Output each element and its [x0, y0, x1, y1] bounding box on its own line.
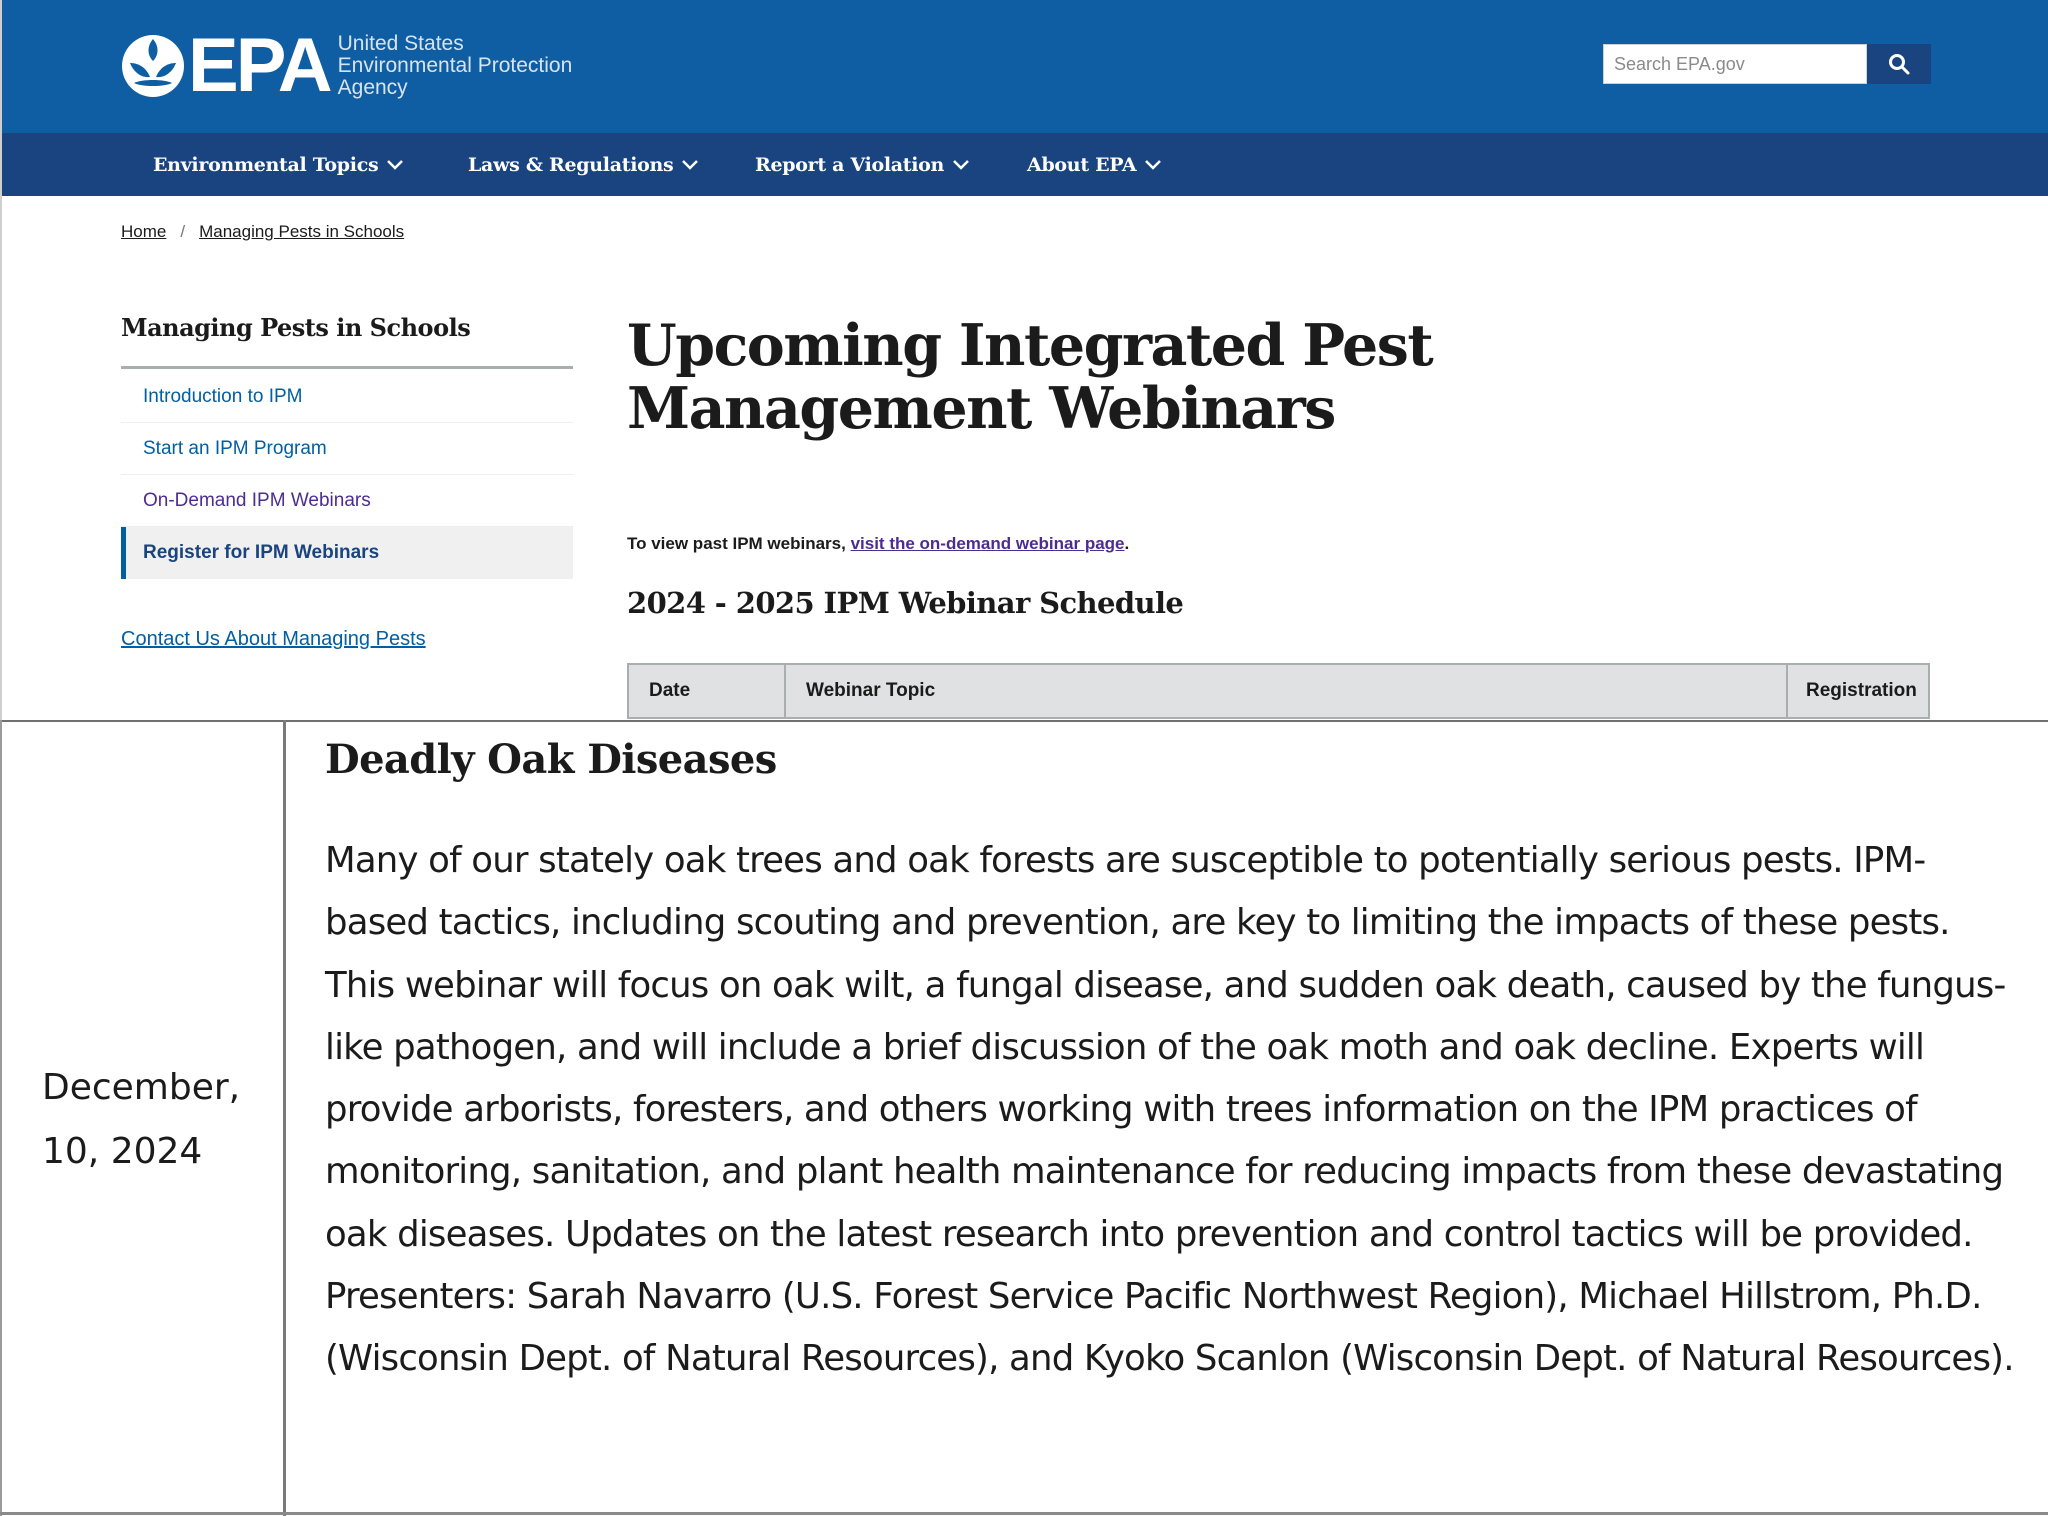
column-header-topic: Webinar Topic: [786, 665, 1788, 717]
sidebar-title: Managing Pests in Schools: [121, 313, 471, 342]
nav-about-epa[interactable]: [1027, 133, 1162, 196]
chevron-down-icon: [952, 159, 970, 171]
webinar-description: Many of our stately oak trees and oak forests are susceptible to potentially serious pests. IPM-based tactics, including scouting and prevention, are key to limiting the impacts of these pests. This webinar will focus on oak wilt, a fungal disease, and sudden oak death, caused by the fungus-like pathogen, and will include a brief discussion of the oak moth and oak decline. Experts will provide arborists, foresters, and others working with trees information on the IPM practices of monitoring, sanitation, and plant health maintenance for reducing impacts from these devastating oak diseases. Updates on the latest research into prevention and control tactics will be provided. Presenters: Sarah Navarro (U.S. Forest Service Pacific Northwest Region), Michael Hillstrom, Ph.D. (Wisconsin Dept. of Natural Resources), and Kyoko Scanlon (Wisconsin Dept. of Natural Resources).: [325, 840, 2014, 1380]
epa-logo[interactable]: [120, 22, 573, 108]
contact-link[interactable]: Contact Us About Managing Pests: [121, 628, 426, 650]
search-input[interactable]: [1603, 44, 1867, 84]
schedule-heading: 2024 - 2025 IPM Webinar Schedule: [627, 586, 1184, 620]
column-header-registration: Registration: [1806, 680, 1917, 701]
page-title: Upcoming Integrated Pest Management Webinars: [627, 312, 1433, 442]
row-column-divider: [283, 720, 286, 1516]
sidebar-item-on-demand[interactable]: On-Demand IPM Webinars: [121, 475, 573, 527]
chevron-down-icon: [386, 159, 404, 171]
nav-laws-regulations[interactable]: [468, 133, 699, 196]
breadcrumb-separator: /: [180, 222, 186, 241]
column-header-date: Date: [629, 665, 786, 717]
agency-name: [338, 33, 573, 99]
on-demand-webinar-link[interactable]: visit the on-demand webinar page: [850, 534, 1125, 553]
agency-name-line-1: United States: [337, 31, 464, 55]
nav-label: Report a Violation: [755, 153, 945, 176]
sidebar-nav: [121, 371, 573, 579]
webinar-date: December, 10, 2024: [42, 1067, 241, 1172]
breadcrumb-home[interactable]: Home: [121, 222, 167, 241]
nav-label: Environmental Topics: [153, 153, 379, 176]
webinar-title: Deadly Oak Diseases: [325, 736, 777, 783]
sidebar-item-start-program[interactable]: Start an IPM Program: [121, 423, 573, 475]
agency-name-line-2: Environmental Protection: [337, 53, 573, 77]
chevron-down-icon: [681, 159, 699, 171]
intro-text: [627, 534, 1129, 554]
sidebar-item-register[interactable]: Register for IPM Webinars: [121, 527, 573, 579]
search-button[interactable]: [1867, 44, 1931, 84]
main-nav: [2, 133, 2048, 196]
table-header: [627, 663, 1930, 719]
row-border-left: [0, 720, 2, 1516]
epa-flower-icon: [120, 33, 186, 99]
sidebar-item-introduction[interactable]: Introduction to IPM: [121, 371, 573, 423]
agency-name-line-3: Agency: [337, 75, 408, 99]
intro-lead: To view past IPM webinars,: [627, 534, 851, 553]
nav-label: About EPA: [1027, 153, 1137, 176]
search-icon: [1888, 53, 1910, 75]
breadcrumb-current[interactable]: Managing Pests in Schools: [199, 222, 405, 241]
sidebar-divider: [121, 366, 573, 369]
nav-environmental-topics[interactable]: [153, 133, 404, 196]
site-header: [2, 0, 2048, 133]
chevron-down-icon: [1144, 159, 1162, 171]
row-border-bottom: [0, 1512, 2048, 1515]
site-search: [1603, 44, 1931, 84]
nav-label: Laws & Regulations: [468, 153, 674, 176]
nav-report-violation[interactable]: [755, 133, 970, 196]
breadcrumb: [121, 222, 404, 242]
intro-end: .: [1124, 534, 1130, 553]
logo-wordmark: EPA: [188, 22, 330, 108]
